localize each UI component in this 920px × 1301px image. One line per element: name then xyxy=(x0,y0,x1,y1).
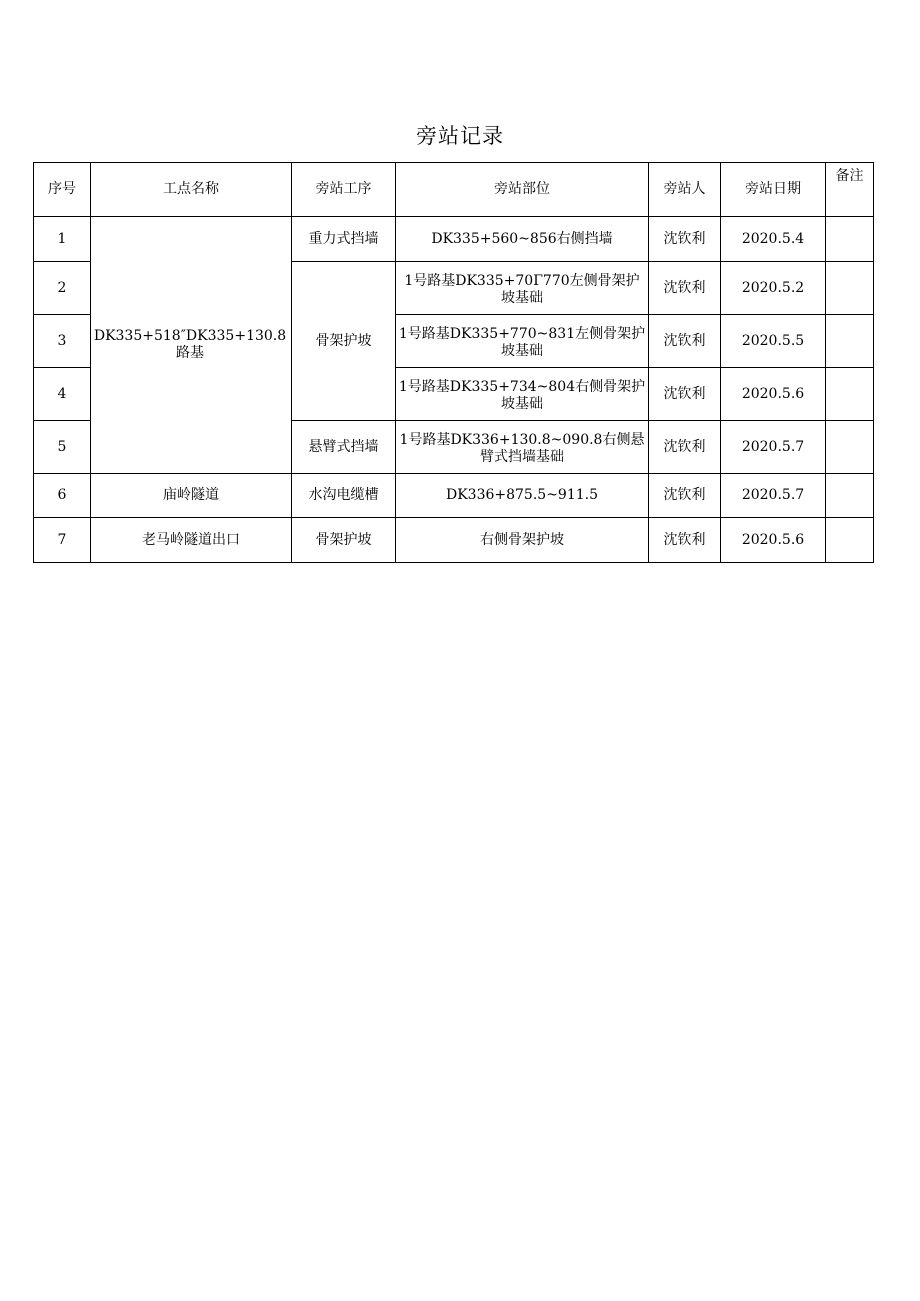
record-table xyxy=(33,162,874,563)
header-row xyxy=(34,163,874,217)
cell-date: 2020.5.2 xyxy=(721,262,826,315)
cell-remark xyxy=(826,474,874,518)
cell-date: 2020.5.6 xyxy=(721,368,826,421)
cell-seq: 5 xyxy=(34,421,91,474)
cell-remark xyxy=(826,518,874,563)
cell-date: 2020.5.7 xyxy=(721,421,826,474)
cell-remark xyxy=(826,368,874,421)
cell-seq: 2 xyxy=(34,262,91,315)
cell-person: 沈钦利 xyxy=(649,518,721,563)
cell-date: 2020.5.4 xyxy=(721,217,826,262)
cell-date: 2020.5.7 xyxy=(721,474,826,518)
cell-remark xyxy=(826,315,874,368)
cell-seq: 7 xyxy=(34,518,91,563)
cell-person: 沈钦利 xyxy=(649,474,721,518)
cell-location: 1号路基DK336+130.8~090.8右侧悬臂式挡墙基础 xyxy=(396,421,649,474)
cell-site: 老马岭隧道出口 xyxy=(91,518,292,563)
cell-process: 骨架护坡 xyxy=(292,262,396,421)
cell-date: 2020.5.5 xyxy=(721,315,826,368)
cell-site: DK335+518″DK335+130.8路基 xyxy=(91,217,292,474)
cell-site: 庙岭隧道 xyxy=(91,474,292,518)
cell-location: DK336+875.5~911.5 xyxy=(396,474,649,518)
cell-process: 水沟电缆槽 xyxy=(292,474,396,518)
page-title: 旁站记录 xyxy=(416,124,504,148)
header-seq: 序号 xyxy=(34,163,91,217)
cell-remark xyxy=(826,421,874,474)
cell-location: 右侧骨架护坡 xyxy=(396,518,649,563)
cell-location: 1号路基DK335+70Γ770左侧骨架护坡基础 xyxy=(396,262,649,315)
cell-location: 1号路基DK335+770~831左侧骨架护坡基础 xyxy=(396,315,649,368)
cell-seq: 6 xyxy=(34,474,91,518)
header-location: 旁站部位 xyxy=(396,163,649,217)
cell-person: 沈钦利 xyxy=(649,368,721,421)
cell-seq: 1 xyxy=(34,217,91,262)
cell-person: 沈钦利 xyxy=(649,315,721,368)
table-row xyxy=(34,474,874,518)
cell-process: 重力式挡墙 xyxy=(292,217,396,262)
cell-remark xyxy=(826,262,874,315)
header-site: 工点名称 xyxy=(91,163,292,217)
cell-process: 悬臂式挡墙 xyxy=(292,421,396,474)
cell-seq: 4 xyxy=(34,368,91,421)
cell-person: 沈钦利 xyxy=(649,421,721,474)
cell-person: 沈钦利 xyxy=(649,262,721,315)
cell-process: 骨架护坡 xyxy=(292,518,396,563)
cell-remark xyxy=(826,217,874,262)
cell-person: 沈钦利 xyxy=(649,217,721,262)
header-person: 旁站人 xyxy=(649,163,721,217)
cell-date: 2020.5.6 xyxy=(721,518,826,563)
table-row xyxy=(34,518,874,563)
cell-location: 1号路基DK335+734~804右侧骨架护坡基础 xyxy=(396,368,649,421)
cell-location: DK335+560~856右侧挡墙 xyxy=(396,217,649,262)
cell-seq: 3 xyxy=(34,315,91,368)
header-date: 旁站日期 xyxy=(721,163,826,217)
table-row xyxy=(34,217,874,262)
header-remark: 备注 xyxy=(826,163,874,217)
header-process: 旁站工序 xyxy=(292,163,396,217)
